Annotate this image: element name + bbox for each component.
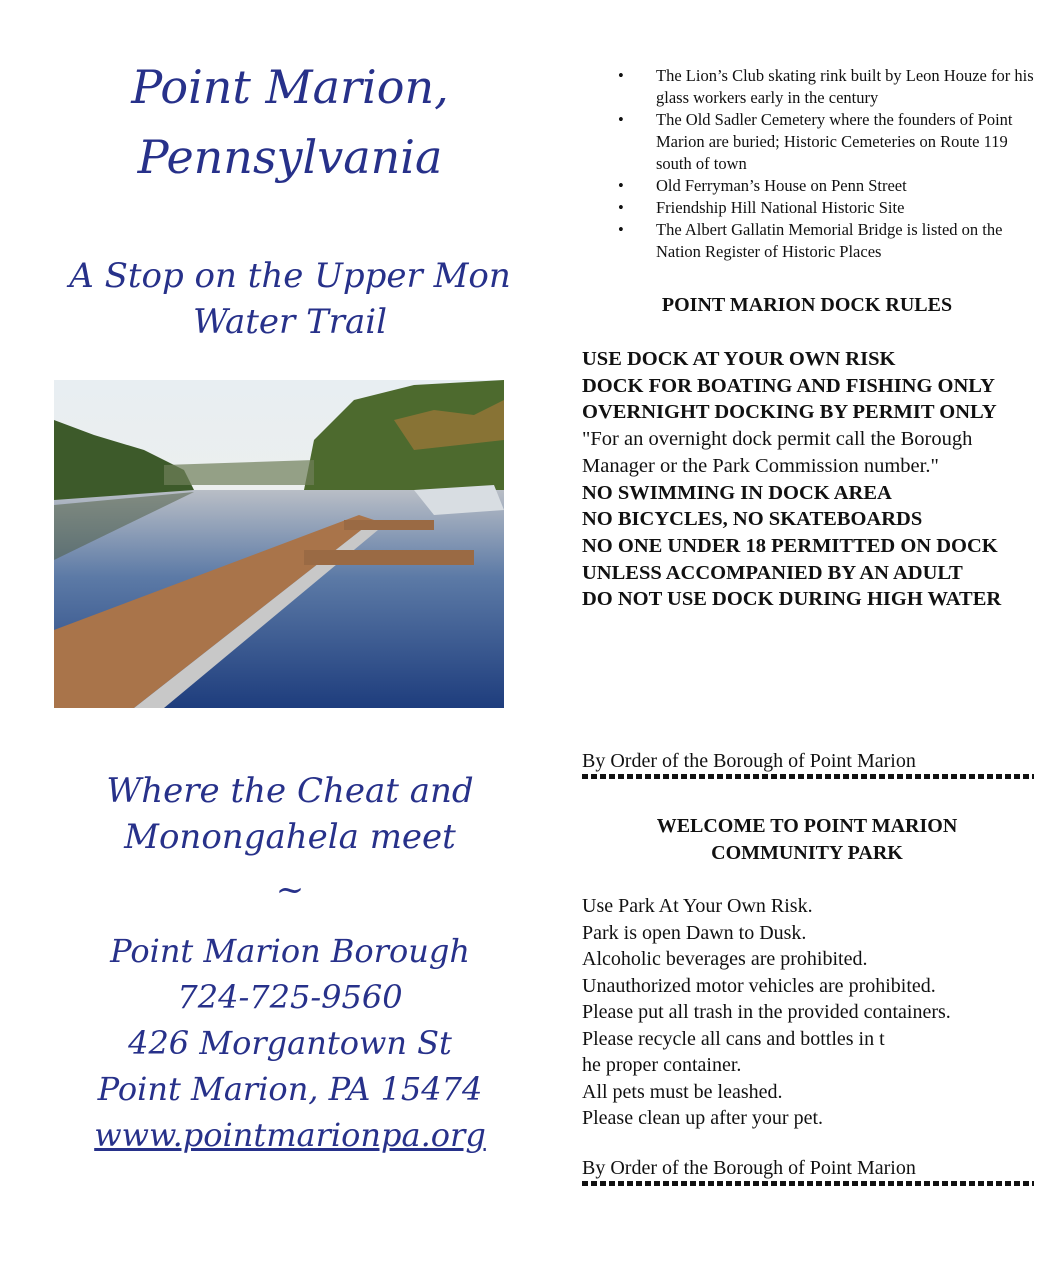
dock-rule: "For an overnight dock permit call the Borough Manager or the Park Commission number." — [582, 428, 973, 477]
tilde-divider: ~ — [275, 870, 305, 910]
title — [40, 52, 540, 192]
park-rule: Alcoholic beverages are prohibited. — [582, 948, 868, 970]
subtitle-line: Water Trail — [192, 302, 388, 342]
list-item: • The Lion’s Club skating rink built by Leon Houze for his glass workers early in the century — [612, 65, 1042, 109]
website-link[interactable]: www.pointmarionpa.org — [94, 1116, 486, 1154]
heading-line: COMMUNITY PARK — [711, 842, 903, 864]
confluence-tagline — [40, 768, 540, 860]
dock-order — [582, 750, 1034, 779]
street-address: 426 Morgantown St — [128, 1024, 452, 1062]
heading-line: WELCOME TO POINT MARION — [656, 815, 958, 837]
list-item: • The Albert Gallatin Memorial Bridge is listed on the Nation Register of Historic Places — [612, 219, 1042, 263]
order-text: By Order of the Borough of Point Marion — [582, 750, 916, 772]
city-address: Point Marion, PA 15474 — [97, 1070, 483, 1108]
order-text: By Order of the Borough of Point Marion — [582, 1157, 916, 1179]
dock-rule: OVERNIGHT DOCKING BY PERMIT ONLY — [582, 401, 997, 424]
contact-block — [40, 928, 540, 1158]
tagline-line: Monongahela meet — [124, 817, 456, 857]
list-item: • The Old Sadler Cemetery where the founders of Point Marion are buried; Historic Cemeteries on Route 119 south of town — [612, 109, 1042, 175]
park-rule: Please put all trash in the provided containers. — [582, 1001, 951, 1023]
historic-sites-list — [612, 65, 1042, 263]
dock-on-river-photo — [54, 380, 504, 708]
park-order — [582, 1157, 1034, 1186]
list-item: • Old Ferryman’s House on Penn Street — [612, 175, 1042, 197]
dock-rule: NO ONE UNDER 18 PERMITTED ON DOCK UNLESS ACCOMPANIED BY AN ADULT — [582, 534, 998, 584]
dock-rule: DO NOT USE DOCK DURING HIGH WATER — [582, 588, 1002, 611]
list-item: • Friendship Hill National Historic Site — [612, 197, 1042, 219]
subtitle — [40, 253, 540, 345]
title-line: Point Marion, — [131, 60, 449, 114]
phone-number: 724-725-9560 — [177, 978, 403, 1016]
park-rule: he proper container. — [582, 1054, 742, 1076]
title-line: Pennsylvania — [137, 130, 443, 184]
dock-rule: DOCK FOR BOATING AND FISHING ONLY — [582, 374, 995, 397]
subtitle-line: A Stop on the Upper Mon — [69, 256, 511, 296]
park-rule: Unauthorized motor vehicles are prohibited. — [582, 974, 936, 997]
dotted-divider — [582, 774, 1034, 779]
borough-name: Point Marion Borough — [110, 932, 470, 970]
park-rules — [582, 893, 1032, 1132]
dock-rules — [582, 346, 1032, 613]
dock-rule: USE DOCK AT YOUR OWN RISK — [582, 348, 896, 370]
park-rule: All pets must be leashed. — [582, 1080, 783, 1103]
park-rule: Park is open Dawn to Dusk. — [582, 921, 807, 944]
park-heading — [582, 813, 1032, 867]
dock-rule: NO BICYCLES, NO SKATEBOARDS — [582, 508, 923, 531]
dotted-divider — [582, 1181, 1034, 1186]
park-rule: Please clean up after your pet. — [582, 1107, 824, 1129]
dock-rule: NO SWIMMING IN DOCK AREA — [582, 481, 892, 504]
park-rule: Use Park At Your Own Risk. — [582, 895, 813, 917]
tagline-line: Where the Cheat and — [106, 771, 474, 811]
park-rule: Please recycle all cans and bottles in t — [582, 1027, 885, 1050]
dock-rules-heading: POINT MARION DOCK RULES — [661, 294, 953, 316]
